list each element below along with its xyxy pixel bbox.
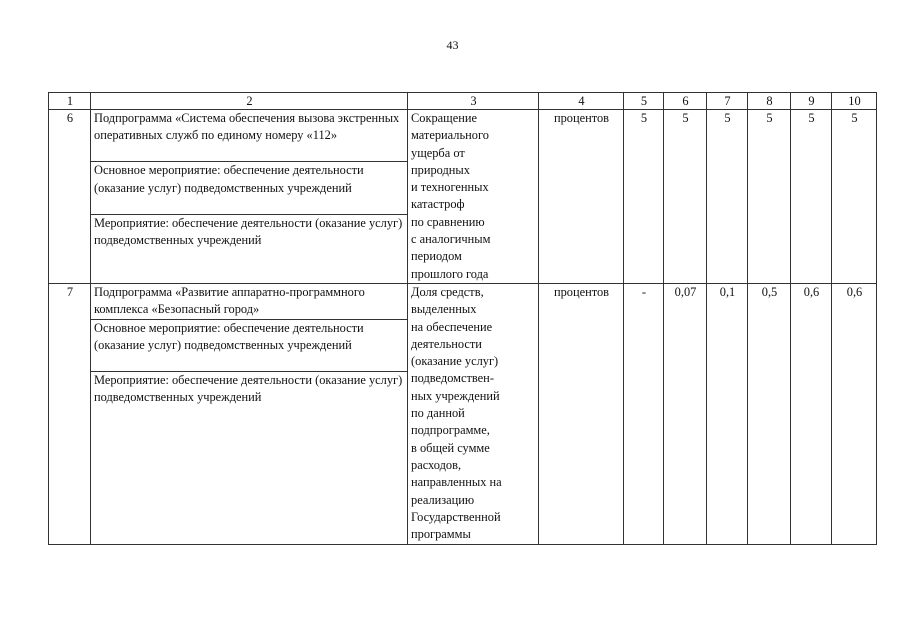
activity-cell: Мероприятие: обеспечение деятельности (оказание услуг) подведомственных учреждений — [91, 371, 408, 544]
header-row — [49, 93, 877, 110]
main-activity-cell: Основное мероприятие: обеспечение деятельности (оказание услуг) подведомственных учреждений — [91, 319, 408, 371]
header-col-1: 1 — [49, 93, 91, 110]
header-col-8: 8 — [748, 93, 791, 110]
header-col-2: 2 — [91, 93, 408, 110]
subprogram-cell: Подпрограмма «Развитие аппаратно-программного комплекса «Безопасный город» — [91, 283, 408, 319]
value-cell: 5 — [624, 110, 664, 284]
header-col-4: 4 — [539, 93, 624, 110]
subprogram-cell: Подпрограмма «Система обеспечения вызова экстренных оперативных служб по единому номеру «112» — [91, 110, 408, 162]
value-cell: 0,07 — [664, 283, 707, 544]
indicators-table — [48, 92, 877, 545]
table-row — [49, 283, 877, 319]
value-cell: 5 — [748, 110, 791, 284]
header-col-9: 9 — [791, 93, 832, 110]
table-row — [49, 110, 877, 162]
header-col-3: 3 — [408, 93, 539, 110]
page-number: 43 — [446, 38, 459, 52]
row-number: 6 — [49, 110, 91, 284]
header-col-5: 5 — [624, 93, 664, 110]
value-cell: 0,6 — [832, 283, 877, 544]
value-cell: - — [624, 283, 664, 544]
value-cell: 5 — [707, 110, 748, 284]
value-cell: 0,5 — [748, 283, 791, 544]
value-cell: 0,1 — [707, 283, 748, 544]
unit-cell: процентов — [539, 110, 624, 284]
header-col-6: 6 — [664, 93, 707, 110]
row-number: 7 — [49, 283, 91, 544]
value-cell: 5 — [832, 110, 877, 284]
activity-cell: Мероприятие: обеспечение деятельности (оказание услуг) подведомственных учреждений — [91, 214, 408, 283]
main-activity-cell: Основное мероприятие: обеспечение деятельности (оказание услуг) подведомственных учреждений — [91, 162, 408, 214]
indicator-cell: Сокращение материального ущерба от природных и техногенных катастроф по сравнению с аналогичным периодом прошлого года — [408, 110, 539, 284]
value-cell: 0,6 — [791, 283, 832, 544]
header-col-7: 7 — [707, 93, 748, 110]
indicator-cell: Доля средств, выделенных на обеспечение деятельности (оказание услуг) подведомствен- ных учреждений по данной подпрограмме, в общей сумме расходов, направленных на реализацию Государственной программы — [408, 283, 539, 544]
unit-cell: процентов — [539, 283, 624, 544]
value-cell: 5 — [664, 110, 707, 284]
value-cell: 5 — [791, 110, 832, 284]
header-col-10: 10 — [832, 93, 877, 110]
